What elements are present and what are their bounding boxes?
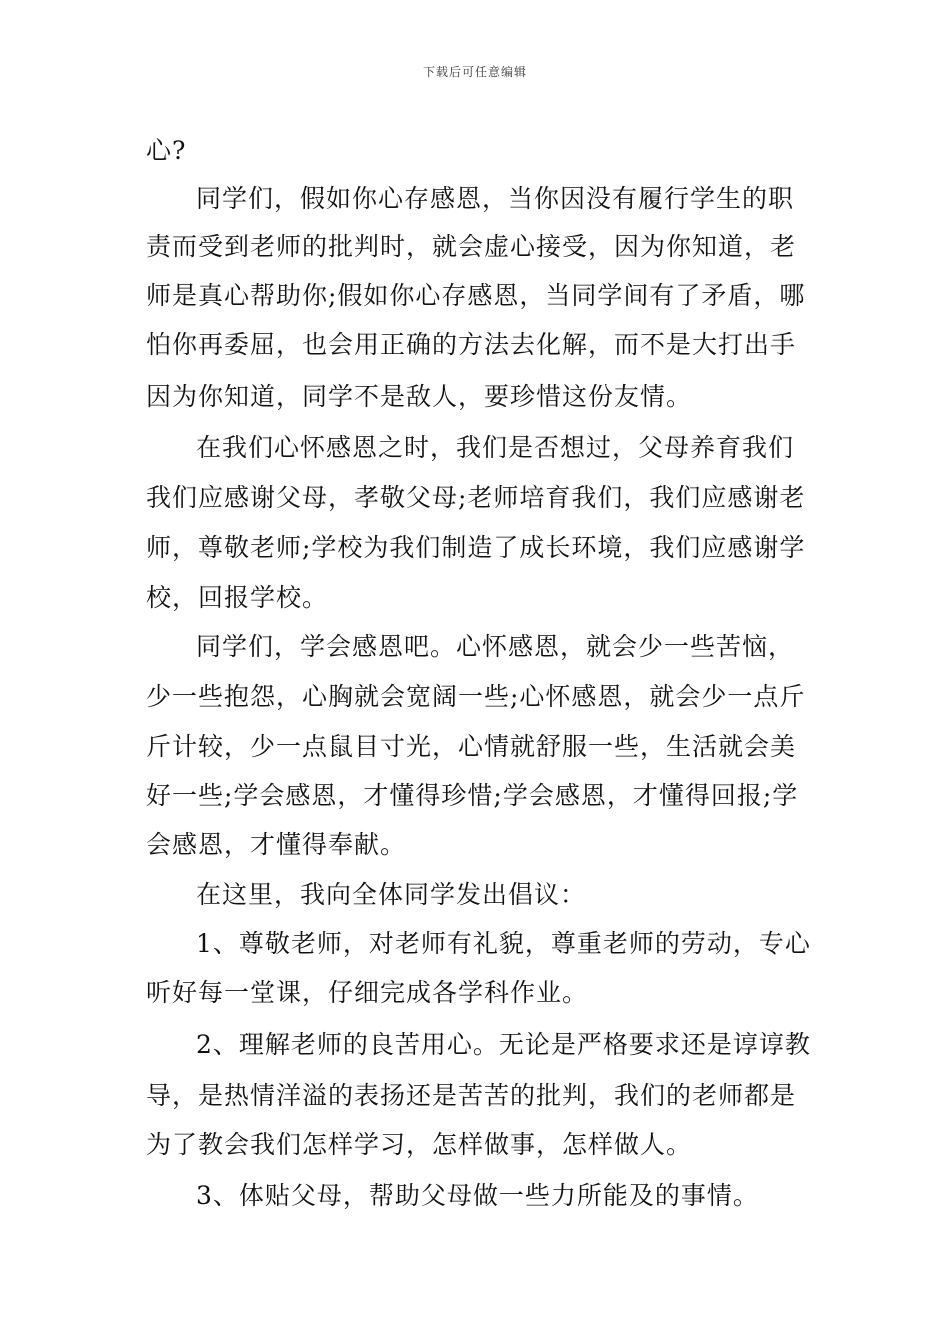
list-item-3: 3、体贴父母，帮助父母做一些力所能及的事情。 xyxy=(196,1181,759,1210)
text-line: 听好每一堂课，仔细完成各学科作业。 xyxy=(146,978,589,1007)
text-line: 因为你知道，同学不是敌人，要珍惜这份友情。 xyxy=(146,382,693,411)
text-line: 怕你再委屈，也会用正确的方法去化解，而不是大打出手 xyxy=(146,330,797,359)
text-line: 好一些;学会感恩，才懂得珍惜;学会感恩，才懂得回报;学 xyxy=(146,781,799,810)
paragraph-first-line: 同学们，假如你心存感恩，当你因没有履行学生的职 xyxy=(196,184,795,213)
text-line: 导，是热情洋溢的表扬还是苦苦的批判，我们的老师都是 xyxy=(146,1081,797,1110)
page-header: 下载后可任意编辑 xyxy=(422,65,527,79)
paragraph-first-line: 在我们心怀感恩之时，我们是否想过，父母养育我们 xyxy=(196,433,795,462)
text-line: 少一些抱怨，心胸就会宽阔一些;心怀感恩，就会少一点斤 xyxy=(146,682,806,711)
text-line: 斤计较，少一点鼠目寸光，心情就舒服一些，生活就会美 xyxy=(146,732,797,761)
text-line: 师，尊敬老师;学校为我们制造了成长环境，我们应感谢学 xyxy=(146,533,806,562)
text-line: 会感恩，才懂得奉献。 xyxy=(146,830,407,859)
paragraph-first-line: 在这里，我向全体同学发出倡议： xyxy=(196,880,587,909)
list-item-2: 2、理解老师的良苦用心。无论是严格要求还是谆谆教 xyxy=(196,1030,811,1059)
text-line: 心? xyxy=(146,136,187,165)
text-line: 师是真心帮助你;假如你心存感恩，当同学间有了矛盾，哪 xyxy=(146,281,806,310)
list-item-1: 1、尊敬老师，对老师有礼貌，尊重老师的劳动，专心 xyxy=(196,929,811,958)
text-line: 我们应感谢父母，孝敬父母;老师培育我们，我们应感谢老 xyxy=(146,483,806,512)
paragraph-first-line: 同学们，学会感恩吧。心怀感恩，就会少一些苦恼， xyxy=(196,632,795,661)
text-line: 责而受到老师的批判时，就会虚心接受，因为你知道，老 xyxy=(146,232,797,261)
text-line: 为了教会我们怎样学习，怎样做事，怎样做人。 xyxy=(146,1130,693,1159)
text-line: 校，回报学校。 xyxy=(146,583,329,612)
